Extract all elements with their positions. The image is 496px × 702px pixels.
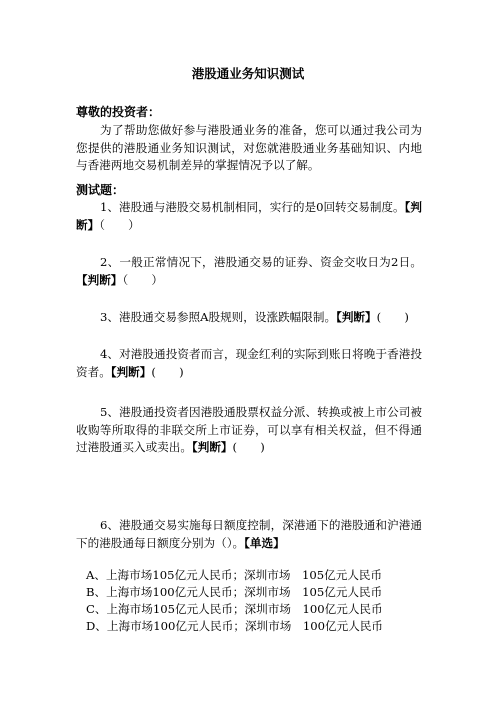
question-1-blank: （ ） — [99, 217, 140, 232]
question-2-tag: 【判断】 — [76, 272, 123, 287]
question-1-tag: 【判断】 — [76, 200, 422, 232]
option-b: B、上海市场100亿元人民币；深圳市场 105亿元人民币 — [86, 585, 383, 599]
option-c: C、上海市场105亿元人民币；深圳市场 100亿元人民币 — [86, 602, 383, 616]
question-1 — [76, 199, 422, 234]
question-6-text: 6、港股通交易实施每日额度控制，深港通下的港股通和沪港通下的港股通每日额度分别为（）。 — [76, 518, 422, 550]
question-5-tag: 【判断】 — [191, 440, 233, 454]
question-3 — [76, 309, 422, 327]
question-6 — [76, 517, 422, 552]
document-title: 港股通业务知识测试 — [191, 66, 305, 81]
question-5-blank: ( ) — [232, 440, 265, 454]
question-4-blank: ( ) — [151, 364, 184, 379]
test-heading: 测试题： — [76, 183, 125, 197]
question-5-text: 5、港股通投资者因港股通股票权益分派、转换或被上市公司被收购等所取得的非联交所上市证券，可以享有相关权益，但不得通过港股通买入或卖出。 — [76, 405, 422, 454]
question-2-text: 2、一般正常情况下，港股通交易的证券、资金交收日为2日。 — [100, 255, 422, 269]
question-5 — [76, 404, 422, 457]
question-2-blank: （ ） — [122, 272, 163, 287]
intro-paragraph: 为了帮助您做好参与港股通业务的准备，您可以通过我公司为您提供的港股通业务知识测试，对您就港股通业务基础知识、内地与香港两地交易机制差异的掌握情况予以了解。 — [76, 123, 422, 172]
greeting-heading: 尊敬的投资者： — [76, 105, 161, 119]
option-a: A、上海市场105亿元人民币；深圳市场 105亿元人民币 — [86, 568, 383, 582]
question-1-text: 1、港股通与港股交易机制相同，实行的是0回转交易制度。 — [100, 200, 405, 214]
question-6-tag: 【单选】 — [244, 535, 285, 550]
option-d: D、上海市场100亿元人民币；深圳市场 100亿元人民币 — [86, 619, 384, 633]
question-2 — [76, 254, 422, 289]
question-4-tag: 【判断】 — [110, 364, 152, 379]
question-4-text: 4、对港股通投资者而言，现金红利的实际到账日将晚于香港投资者。 — [76, 347, 422, 379]
question-3-blank: ( ) — [376, 310, 409, 324]
question-3-text: 3、港股通交易参照A股规则，设涨跌幅限制。 — [100, 310, 337, 324]
question-3-tag: 【判断】 — [336, 310, 377, 324]
question-4 — [76, 346, 422, 381]
